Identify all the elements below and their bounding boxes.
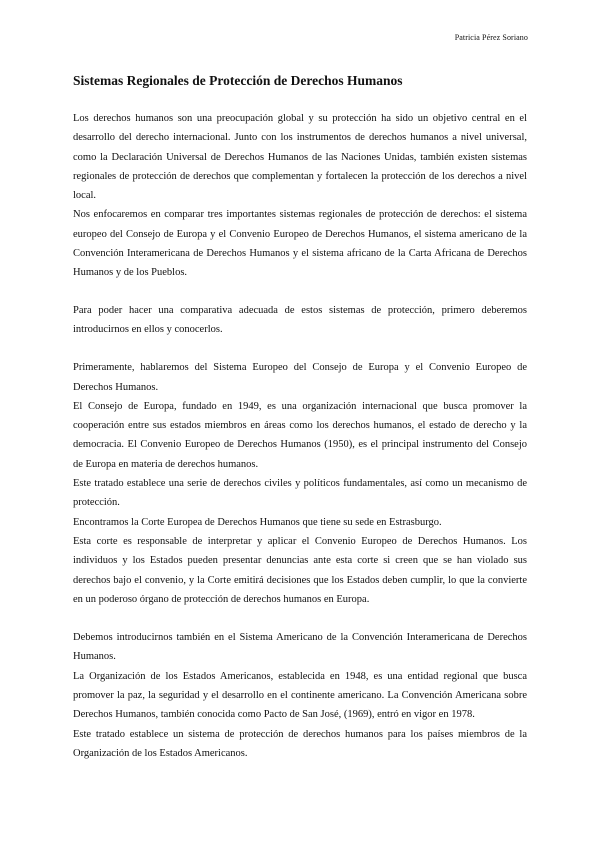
paragraph-court-role: Esta corte es responsable de interpretar y aplicar el Convenio Europeo de Derechos Humanos. Los individuos y los Estados pueden presentar denuncias ante esta corte si creen que se han violado sus derechos bajo el convenio, y la Corte emitirá decisiones que los Estados deben cumplir, lo que la convierte en un poderoso órgano de protección de derechos humanos en Europa. <box>73 535 527 605</box>
document-body <box>73 109 527 763</box>
paragraph-spacer <box>73 339 527 358</box>
paragraph-council-of-europe: El Consejo de Europa, fundado en 1949, es una organización internacional que busca promover la cooperación entre sus estados miembros en áreas como los derechos humanos, el estado de derecho y la democracia. El Convenio Europeo de Derechos Humanos (1950), es el principal instrumento del Consejo de Europa en materia de derechos humanos. <box>73 400 527 470</box>
paragraph-american-treaty: Este tratado establece un sistema de protección de derechos humanos para los países miembros de la Organización de los Estados Americanos. <box>73 728 527 759</box>
paragraph-oas: La Organización de los Estados Americanos, establecida en 1948, es una entidad regional que busca promover la paz, la seguridad y el desarrollo en el continente americano. La Convención Americana sobre Derechos Humanos, también conocida como Pacto de San José, (1969), entró en vigor en 1978. <box>73 670 527 721</box>
paragraph-treaty-rights: Este tratado establece una serie de derechos civiles y políticos fundamentales, así como un mecanismo de protección. <box>73 478 527 509</box>
paragraph-comparison: Para poder hacer una comparativa adecuada de estos sistemas de protección, primero deberemos introducirnos en ellos y conocerlos. <box>73 304 527 335</box>
paragraph-spacer <box>73 283 527 301</box>
header-author: Patricia Pérez Soriano <box>454 33 528 42</box>
paragraph-spacer <box>73 609 527 628</box>
paragraph-focus: Nos enfocaremos en comparar tres importantes sistemas regionales de protección de derechos: el sistema europeo del Consejo de Europa y el Convenio Europeo de Derechos Humanos, el sistema americano de la Convención Interamericana de Derechos Humanos y el sistema africano de la Carta Africana de Derechos Humanos y de los Pueblos. <box>73 209 527 279</box>
paragraph-european-intro: Primeramente, hablaremos del Sistema Europeo del Consejo de Europa y el Convenio Europeo de Derechos Humanos. <box>73 362 527 393</box>
paragraph-intro: Los derechos humanos son una preocupación global y su protección ha sido un objetivo central en el desarrollo del derecho internacional. Junto con los instrumentos de derechos humanos a nivel universal, como la Declaración Universal de Derechos Humanos de las Naciones Unidas, también existen sistemas regionales de protección de derechos que complementan y fortalecen la protección de los derechos a nivel local. <box>73 113 527 202</box>
document-title: Sistemas Regionales de Protección de Derechos Humanos <box>73 73 403 88</box>
paragraph-american-intro: Debemos introducirnos también en el Sistema Americano de la Convención Interamericana de Derechos Humanos. <box>73 632 527 663</box>
paragraph-european-court: Encontramos la Corte Europea de Derechos Humanos que tiene su sede en Estrasburgo. <box>73 516 442 528</box>
